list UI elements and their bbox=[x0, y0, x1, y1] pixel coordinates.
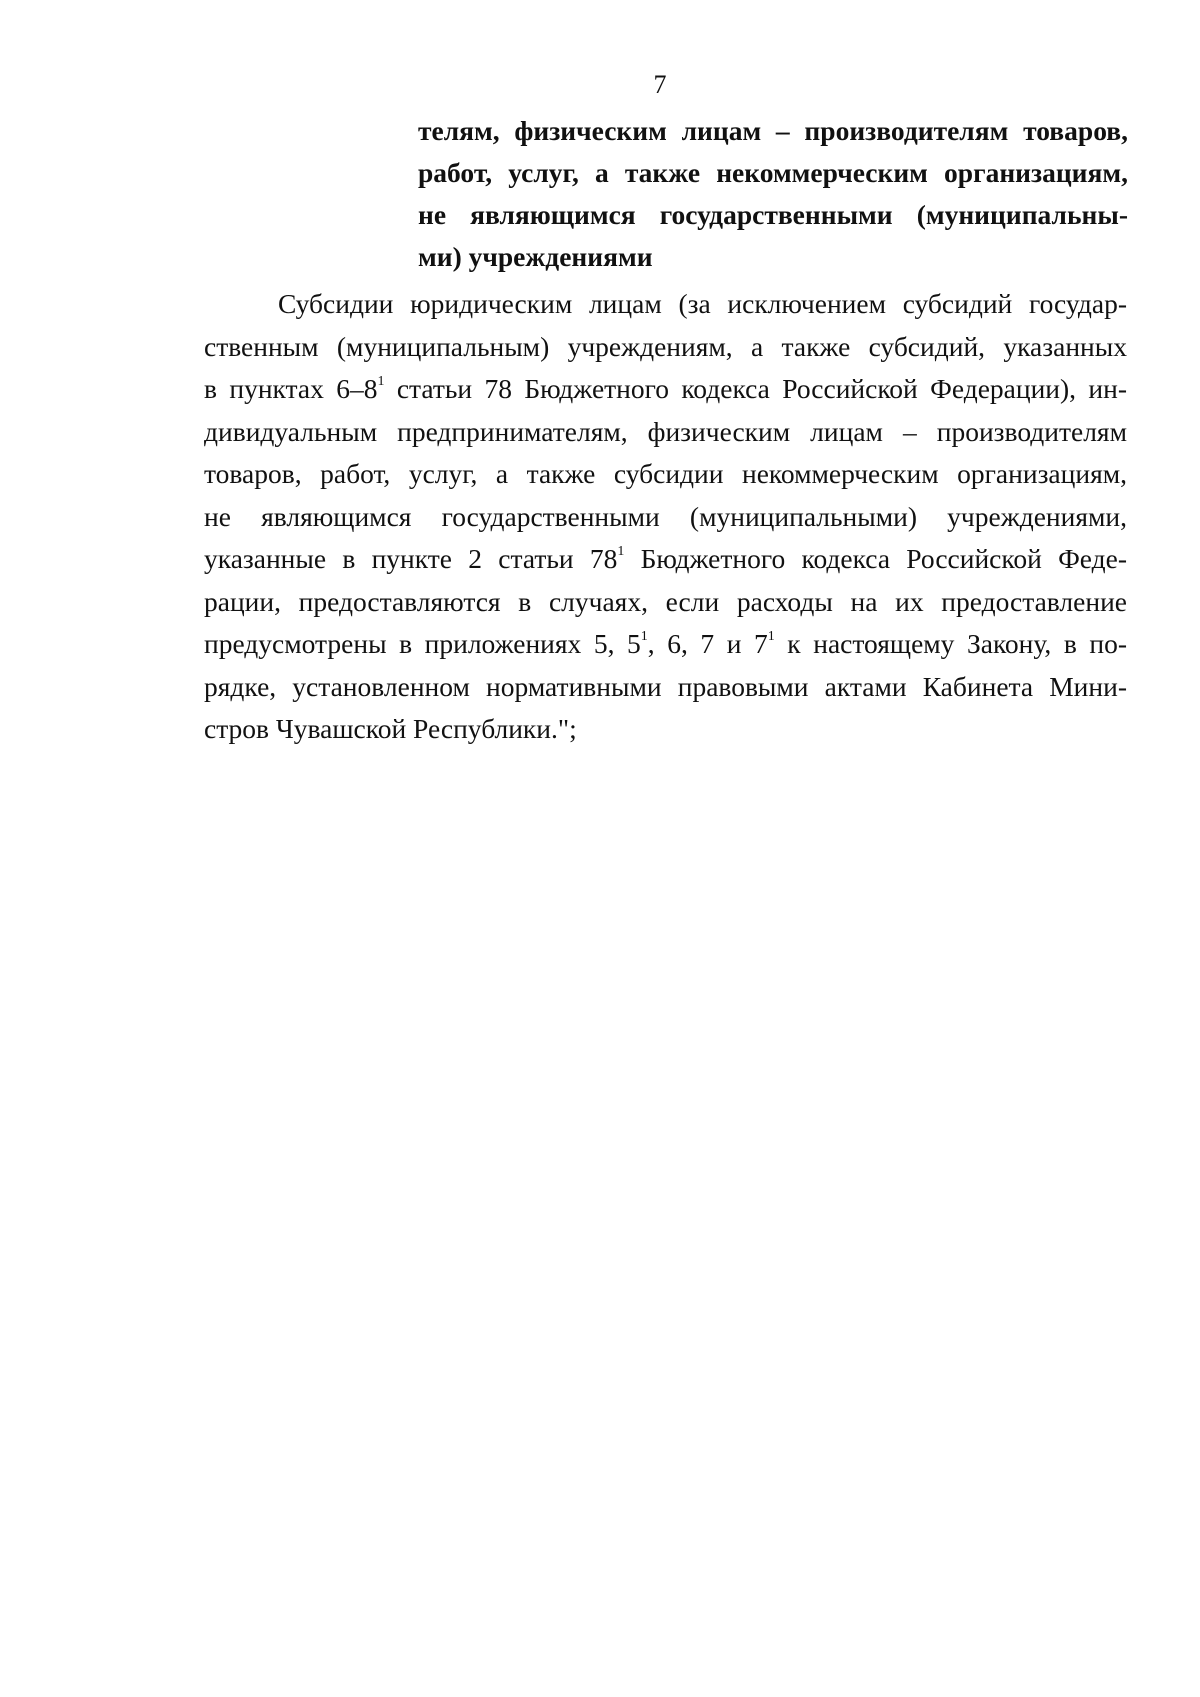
superscript: 1 bbox=[767, 629, 775, 644]
text-segment: дивидуальным предпринимателям, физическим лицам – производителям bbox=[204, 415, 1127, 447]
heading-line: телям, физическим лицам – производителям товаров, bbox=[418, 115, 1128, 146]
text-segment: указанные в пункте 2 статьи 78 bbox=[204, 543, 618, 574]
text-segment: Субсидии юридическим лицам (за исключением субсидий государ- bbox=[278, 288, 1127, 319]
text-segment: статьи 78 Бюджетного кодекса Российской Федерации), ин- bbox=[384, 373, 1127, 404]
text-segment: к настоящему Закону, в по- bbox=[774, 628, 1127, 659]
text-segment: в пунктах 6–8 bbox=[204, 373, 378, 404]
text-segment: предусмотрены в приложениях 5, 5 bbox=[204, 628, 641, 659]
superscript: 1 bbox=[377, 374, 385, 389]
superscript: 1 bbox=[617, 544, 625, 559]
text-segment: Бюджетного кодекса Российской Феде- bbox=[624, 543, 1127, 574]
paragraph-line bbox=[204, 666, 1127, 709]
superscript: 1 bbox=[640, 629, 648, 644]
page-number: 7 bbox=[653, 70, 667, 99]
body-paragraph bbox=[204, 283, 1127, 751]
paragraph-line bbox=[204, 326, 1127, 369]
text-segment: рации, предоставляются в случаях, если расходы на их предоставление bbox=[204, 585, 1127, 617]
paragraph-line bbox=[204, 623, 1127, 666]
heading-line: ми) учреждениями bbox=[418, 241, 653, 272]
text-segment: стров Чувашской Республики."; bbox=[204, 713, 577, 744]
text-segment: , 6, 7 и 7 bbox=[647, 628, 768, 659]
paragraph-line bbox=[204, 496, 1127, 539]
paragraph-line bbox=[204, 538, 1127, 581]
paragraph-line bbox=[204, 368, 1127, 411]
paragraph-line bbox=[204, 708, 1127, 751]
paragraph-line bbox=[204, 283, 1127, 326]
text-segment: не являющимся государственными (муниципальными) учреждениями, bbox=[204, 500, 1127, 532]
heading-line: работ, услуг, а также некоммерческим организациям, bbox=[418, 157, 1128, 188]
text-segment: товаров, работ, услуг, а также субсидии некоммерческим организациям, bbox=[204, 458, 1127, 489]
paragraph-line bbox=[204, 453, 1127, 496]
text-segment: рядке, установленном нормативными правовыми актами Кабинета Мини- bbox=[204, 670, 1127, 702]
section-heading bbox=[418, 110, 1128, 278]
paragraph-line bbox=[204, 581, 1127, 624]
text-segment: ственным (муниципальным) учреждениям, а также субсидий, указанных bbox=[204, 330, 1127, 362]
heading-line: не являющимся государственными (муниципальны- bbox=[418, 199, 1128, 230]
paragraph-line bbox=[204, 411, 1127, 454]
